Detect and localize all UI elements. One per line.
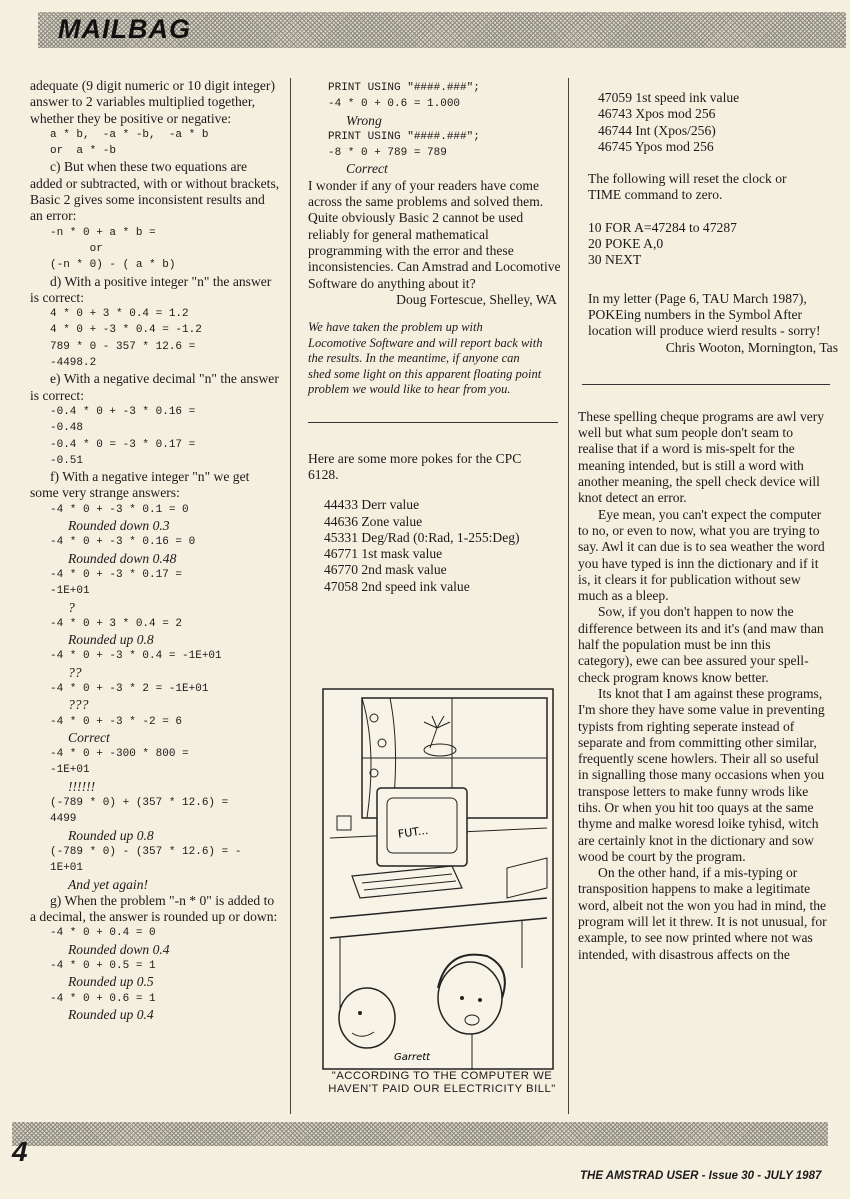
cartoonist-signature: Garrett — [394, 1052, 431, 1063]
code-line: 789 * 0 - 357 * 12.6 = — [50, 340, 196, 353]
code-line: -4 * 0 + -3 * 0.4 = -1E+01 — [50, 650, 222, 663]
code-line: -0.4 * 0 + -3 * 0.16 = — [50, 405, 196, 418]
poke-entry: 47059 1st speed ink value — [598, 90, 740, 105]
pokes-list — [308, 497, 563, 595]
code-line: -4 * 0 + -3 * 0.16 = 0 — [50, 536, 196, 549]
column-2 — [308, 80, 563, 595]
result-note: ??? — [68, 697, 89, 713]
result-note: Rounded up 0.5 — [68, 974, 154, 990]
code-line: 4 * 0 + 3 * 0.4 = 1.2 — [50, 308, 189, 321]
code-line: -4498.2 — [50, 357, 97, 370]
reset-instructions: The following will reset the clock or TIME command to zero. — [588, 171, 787, 203]
pokes-list-continued — [578, 90, 838, 155]
letter-signature-2: Chris Wooton, Mornington, Tas — [665, 339, 838, 355]
column-divider-left — [290, 78, 291, 1114]
letter-body: I wonder if any of your readers have come across the same problems and solved them. Quite obviously Basic 2 cannot be used reliably for general mathematical programming with the error and these inconsistencies. Can Amstrad and Locomotive Software do anything about it? — [308, 177, 561, 291]
code-line: PRINT USING "####.###"; — [328, 82, 480, 94]
code-line: or a * -b — [50, 145, 117, 158]
spelling-paragraph: Eye mean, you can't expect the computer to no, or even to now, what you are trying to say. Awl it can due is to sea weather the word you have typed is inn the dictionary and if it is, it clears it for publication without sew much as a bleep. — [578, 506, 825, 604]
result-note: Correct — [346, 161, 388, 177]
code-line: (-n * 0) - ( a * b) — [50, 259, 176, 272]
code-line: -0.51 — [50, 454, 84, 467]
spelling-letter — [578, 409, 838, 963]
code-line: -4 * 0 + -3 * -2 = 6 — [50, 715, 183, 728]
result-note: Wrong — [346, 112, 382, 128]
letter-correction: In my letter (Page 6, TAU March 1987), POKEing numbers in the Symbol After location will produce wierd results - sorry! — [588, 290, 821, 339]
paragraph: d) With a positive integer "n" the answer is correct: — [30, 273, 272, 305]
result-note: !!!!!! — [68, 778, 96, 794]
column-divider-right — [568, 78, 569, 1114]
poke-entry: 44433 Derr value — [324, 497, 420, 513]
poke-entry: 45331 Deg/Rad (0:Rad, 1-255:Deg) — [324, 529, 520, 545]
poke-entry: 44636 Zone value — [324, 513, 423, 529]
result-note: ?? — [68, 664, 82, 680]
result-note: Correct — [68, 729, 110, 745]
paragraph: c) But when these two equations are added or subtracted, with or without brackets, Basic 2 gives some inconsistent results and an error: — [30, 159, 280, 224]
code-line: -n * 0 + a * b = — [50, 226, 156, 239]
poke-entry: 47058 2nd speed ink value — [324, 578, 470, 594]
result-note: Rounded up 0.8 — [68, 632, 154, 648]
code-line: -4 * 0 + 0.5 = 1 — [50, 960, 156, 973]
code-line: -4 * 0 + -3 * 0.17 = — [50, 568, 183, 581]
code-line: -0.4 * 0 = -3 * 0.17 = — [50, 438, 196, 451]
poke-entry: 46743 Xpos mod 256 — [598, 106, 716, 122]
code-line: 4499 — [50, 813, 77, 826]
divider-line — [308, 422, 558, 423]
code-line: -0.48 — [50, 422, 84, 435]
code-line: PRINT USING "####.###"; — [328, 130, 480, 143]
program-line: 10 FOR A=47284 to 47287 — [588, 219, 737, 235]
code-line: -1E+01 — [50, 585, 90, 598]
paragraph: e) With a negative decimal "n" the answer is correct: — [30, 371, 279, 403]
code-line: -4 * 0 + 0.6 = 1 — [50, 992, 156, 1005]
basic-program — [578, 220, 838, 269]
footer-bar — [12, 1122, 828, 1146]
poke-entry: 46771 1st mask value — [324, 546, 443, 562]
code-line: -4 * 0 + 0.6 = 1.000 — [328, 98, 461, 111]
paragraph: adequate (9 digit numeric or 10 digit integer) answer to 2 variables multiplied together, whether they be positive or negative: — [30, 78, 275, 126]
cartoon-screen-text: FUT... — [397, 823, 429, 841]
column-1 — [30, 78, 280, 1023]
code-line: -4 * 0 + -3 * 2 = -1E+01 — [50, 682, 209, 695]
poke-entry: 46770 2nd mask value — [324, 562, 447, 578]
magazine-footer: THE AMSTRAD USER - Issue 30 - JULY 1987 — [580, 1170, 822, 1182]
code-line: -4 * 0 + -300 * 800 = — [50, 748, 189, 761]
code-line: -4 * 0 + -3 * 0.1 = 0 — [50, 503, 189, 516]
result-note: Rounded down 0.3 — [68, 518, 170, 534]
result-note: Rounded down 0.48 — [68, 550, 177, 566]
spelling-paragraph: Sow, if you don't happen to now the difference between its and it's (and maw than half the population must be inn this category), ewe can bee assured your spell-check program knows know better. — [578, 604, 824, 685]
code-listing — [308, 80, 563, 178]
spelling-paragraph: Its knot that I am against these programs, I'm shore they have some value in preventing typists from righting seperate instead of separate and from committing other similar, frequently scene howlers. Their all so useful in signalling those many occasions when you transpose letters to make funny wrods like tihs. Or when you hit too quays at the same thyme and malke woresd loike tyhisd, witch are certainly knot in the dictionary and sow wood be court by the program. — [578, 685, 825, 864]
page-number: 4 — [12, 1136, 28, 1167]
code-line: -8 * 0 + 789 = 789 — [328, 147, 447, 160]
paragraph: f) With a negative integer "n" we get some very strange answers: — [30, 469, 250, 501]
poke-entry: 46745 Ypos mod 256 — [598, 138, 714, 154]
result-note: Rounded down 0.4 — [68, 941, 170, 957]
result-note: ? — [68, 599, 75, 615]
code-line: a * b, -a * -b, -a * b — [50, 128, 209, 141]
letter-signature: Doug Fortescue, Shelley, WA — [396, 291, 557, 307]
column-3 — [578, 90, 838, 963]
spelling-paragraph: On the other hand, if a mis-typing or transposition happens to make a legitimate word, albeit not the won you had in mind, the program will let it threw. It is not unusual, for example, to see now printed where not was intended, with disastrous affects on the — [578, 865, 827, 962]
code-line: 1E+01 — [50, 862, 84, 875]
code-line: or — [50, 242, 103, 255]
spelling-paragraph: These spelling cheque programs are awl very well but what sum people don't seam to realise that if a word is mis-spelt for the meaning intended, but is still a word with another meaning, the spell check device will knot detect an error. — [578, 408, 825, 506]
code-line: (-789 * 0) - (357 * 12.6) = - — [50, 845, 242, 858]
divider-line-2 — [582, 384, 830, 385]
result-note: Rounded up 0.8 — [68, 827, 154, 843]
paragraph: g) When the problem "-n * 0" is added to a decimal, the answer is rounded up or down: — [30, 892, 278, 925]
cartoon-caption: "ACCORDING TO THE COMPUTER WE HAVEN'T PAID OUR ELECTRICITY BILL" — [328, 1070, 556, 1095]
code-line: -4 * 0 + 0.4 = 0 — [50, 927, 156, 940]
section-title: MAILBAG — [58, 14, 191, 44]
result-note: And yet again! — [68, 876, 149, 892]
code-line: -4 * 0 + 3 * 0.4 = 2 — [50, 617, 183, 630]
code-line: 4 * 0 + -3 * 0.4 = -1.2 — [50, 324, 202, 337]
pokes-intro: Here are some more pokes for the CPC 6128. — [308, 450, 522, 482]
editor-reply: We have taken the problem up with Locomotive Software and will report back with the results. In the meantime, if anyone can shed some light on this apparent floating point problem we would like to hear from you. — [308, 320, 543, 397]
code-line: (-789 * 0) + (357 * 12.6) = — [50, 797, 229, 810]
program-line: 20 POKE A,0 — [588, 236, 664, 252]
cartoon-illustration — [322, 688, 554, 1070]
poke-entry: 46744 Int (Xpos/256) — [598, 122, 716, 138]
program-line: 30 NEXT — [588, 252, 642, 268]
code-line: -1E+01 — [50, 764, 90, 777]
result-note: Rounded up 0.4 — [68, 1006, 154, 1022]
